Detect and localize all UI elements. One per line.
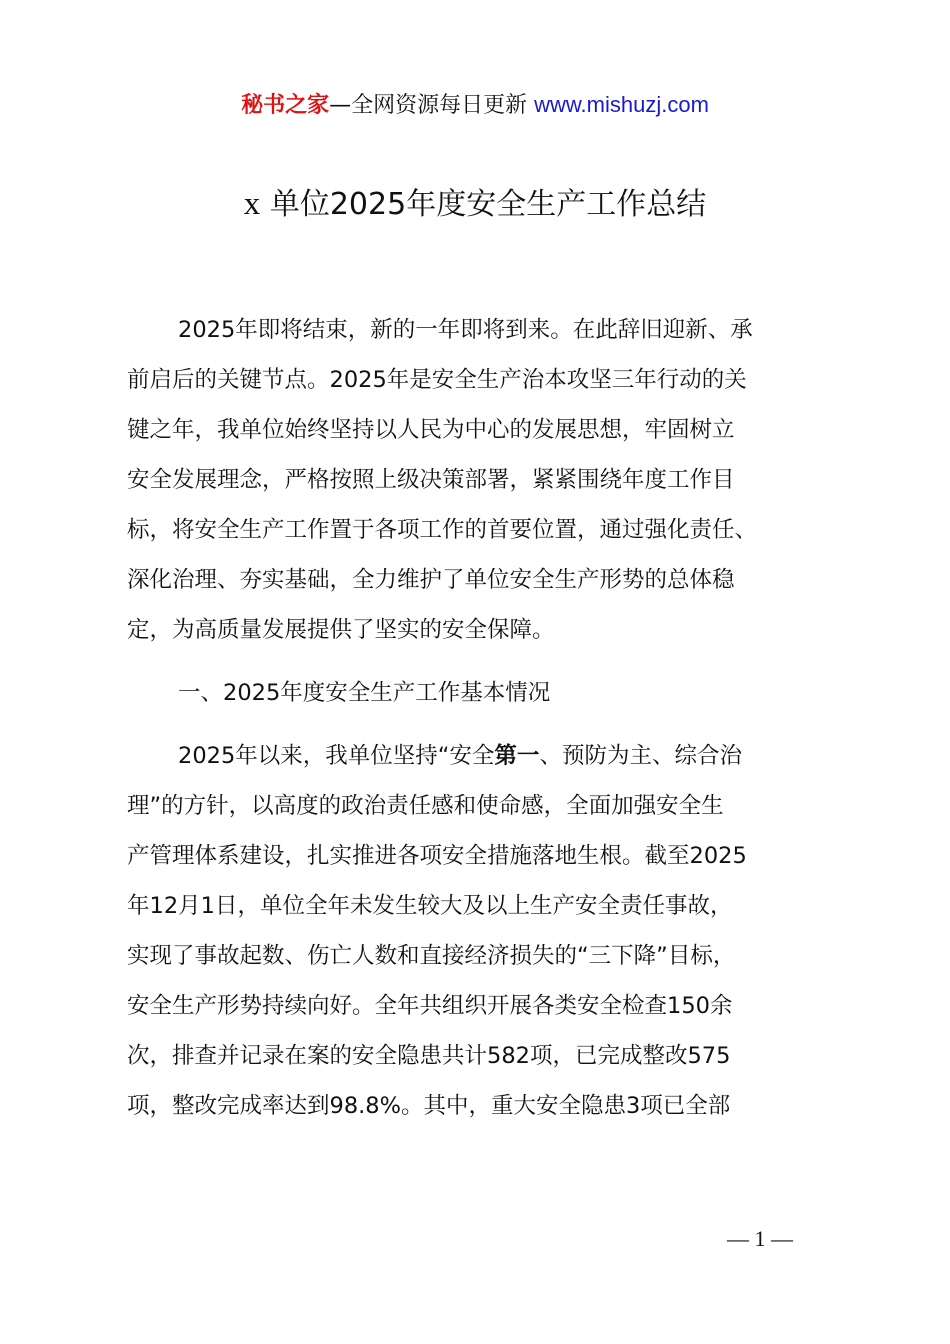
text-line: 理”的方针，以高度的政治责任感和使命感，全面加强安全生 <box>127 793 724 819</box>
site-brand: 秘书之家 <box>241 93 330 118</box>
text-line: 前启后的关键节点。2025年是安全生产治本攻坚三年行动的关 <box>127 367 747 393</box>
text-line: 安全生产形势持续向好。全年共组织开展各类安全检查150余 <box>127 993 733 1019</box>
document-title <box>0 182 950 227</box>
text-line: 深化治理、夯实基础，全力维护了单位安全生产形势的总体稳 <box>127 567 735 593</box>
title-main: 单位2025年度安全生产工作总结 <box>269 187 707 222</box>
bold-emphasis: 第一 <box>494 743 540 769</box>
title-prefix: x <box>243 186 261 222</box>
text-line: 实现了事故起数、伤亡人数和直接经济损失的“三下降”目标， <box>127 943 736 969</box>
text-line: 项，整改完成率达到98.8%。其中，重大安全隐患3项已全部 <box>127 1093 731 1119</box>
paragraph-intro <box>127 305 855 655</box>
text-line: 年12月1日，单位全年未发生较大及以上生产安全责任事故， <box>127 893 733 919</box>
text-line: 安全发展理念，严格按照上级决策部署，紧紧围绕年度工作目 <box>127 467 735 493</box>
section-heading-1 <box>127 668 855 718</box>
paragraph-section-1 <box>127 731 855 1131</box>
document-body <box>127 305 855 1144</box>
site-header <box>0 88 950 123</box>
text-line: 定，为高质量发展提供了坚实的安全保障。 <box>127 617 555 643</box>
page-number: — 1 — <box>727 1226 793 1251</box>
text-line: 次，排查并记录在案的安全隐患共计582项，已完成整改575 <box>127 1043 731 1069</box>
text-line: 2025年即将结束，新的一年即将到来。在此辞旧迎新、承 <box>178 317 753 343</box>
text-line: 标，将安全生产工作置于各项工作的首要位置，通过强化责任、 <box>127 517 758 543</box>
text-line: 键之年，我单位始终坚持以人民为中心的发展思想，牢固树立 <box>127 417 735 443</box>
heading-line: 一、2025年度安全生产工作基本情况 <box>178 680 551 706</box>
text-line: 2025年以来，我单位坚持“安全第一、预防为主、综合治 <box>178 743 742 769</box>
text-line: 产管理体系建设，扎实推进各项安全措施落地生根。截至2025 <box>127 843 747 869</box>
site-url-link[interactable]: www.mishuzj.com <box>534 92 709 117</box>
site-tagline: —全网资源每日更新 <box>329 93 528 118</box>
